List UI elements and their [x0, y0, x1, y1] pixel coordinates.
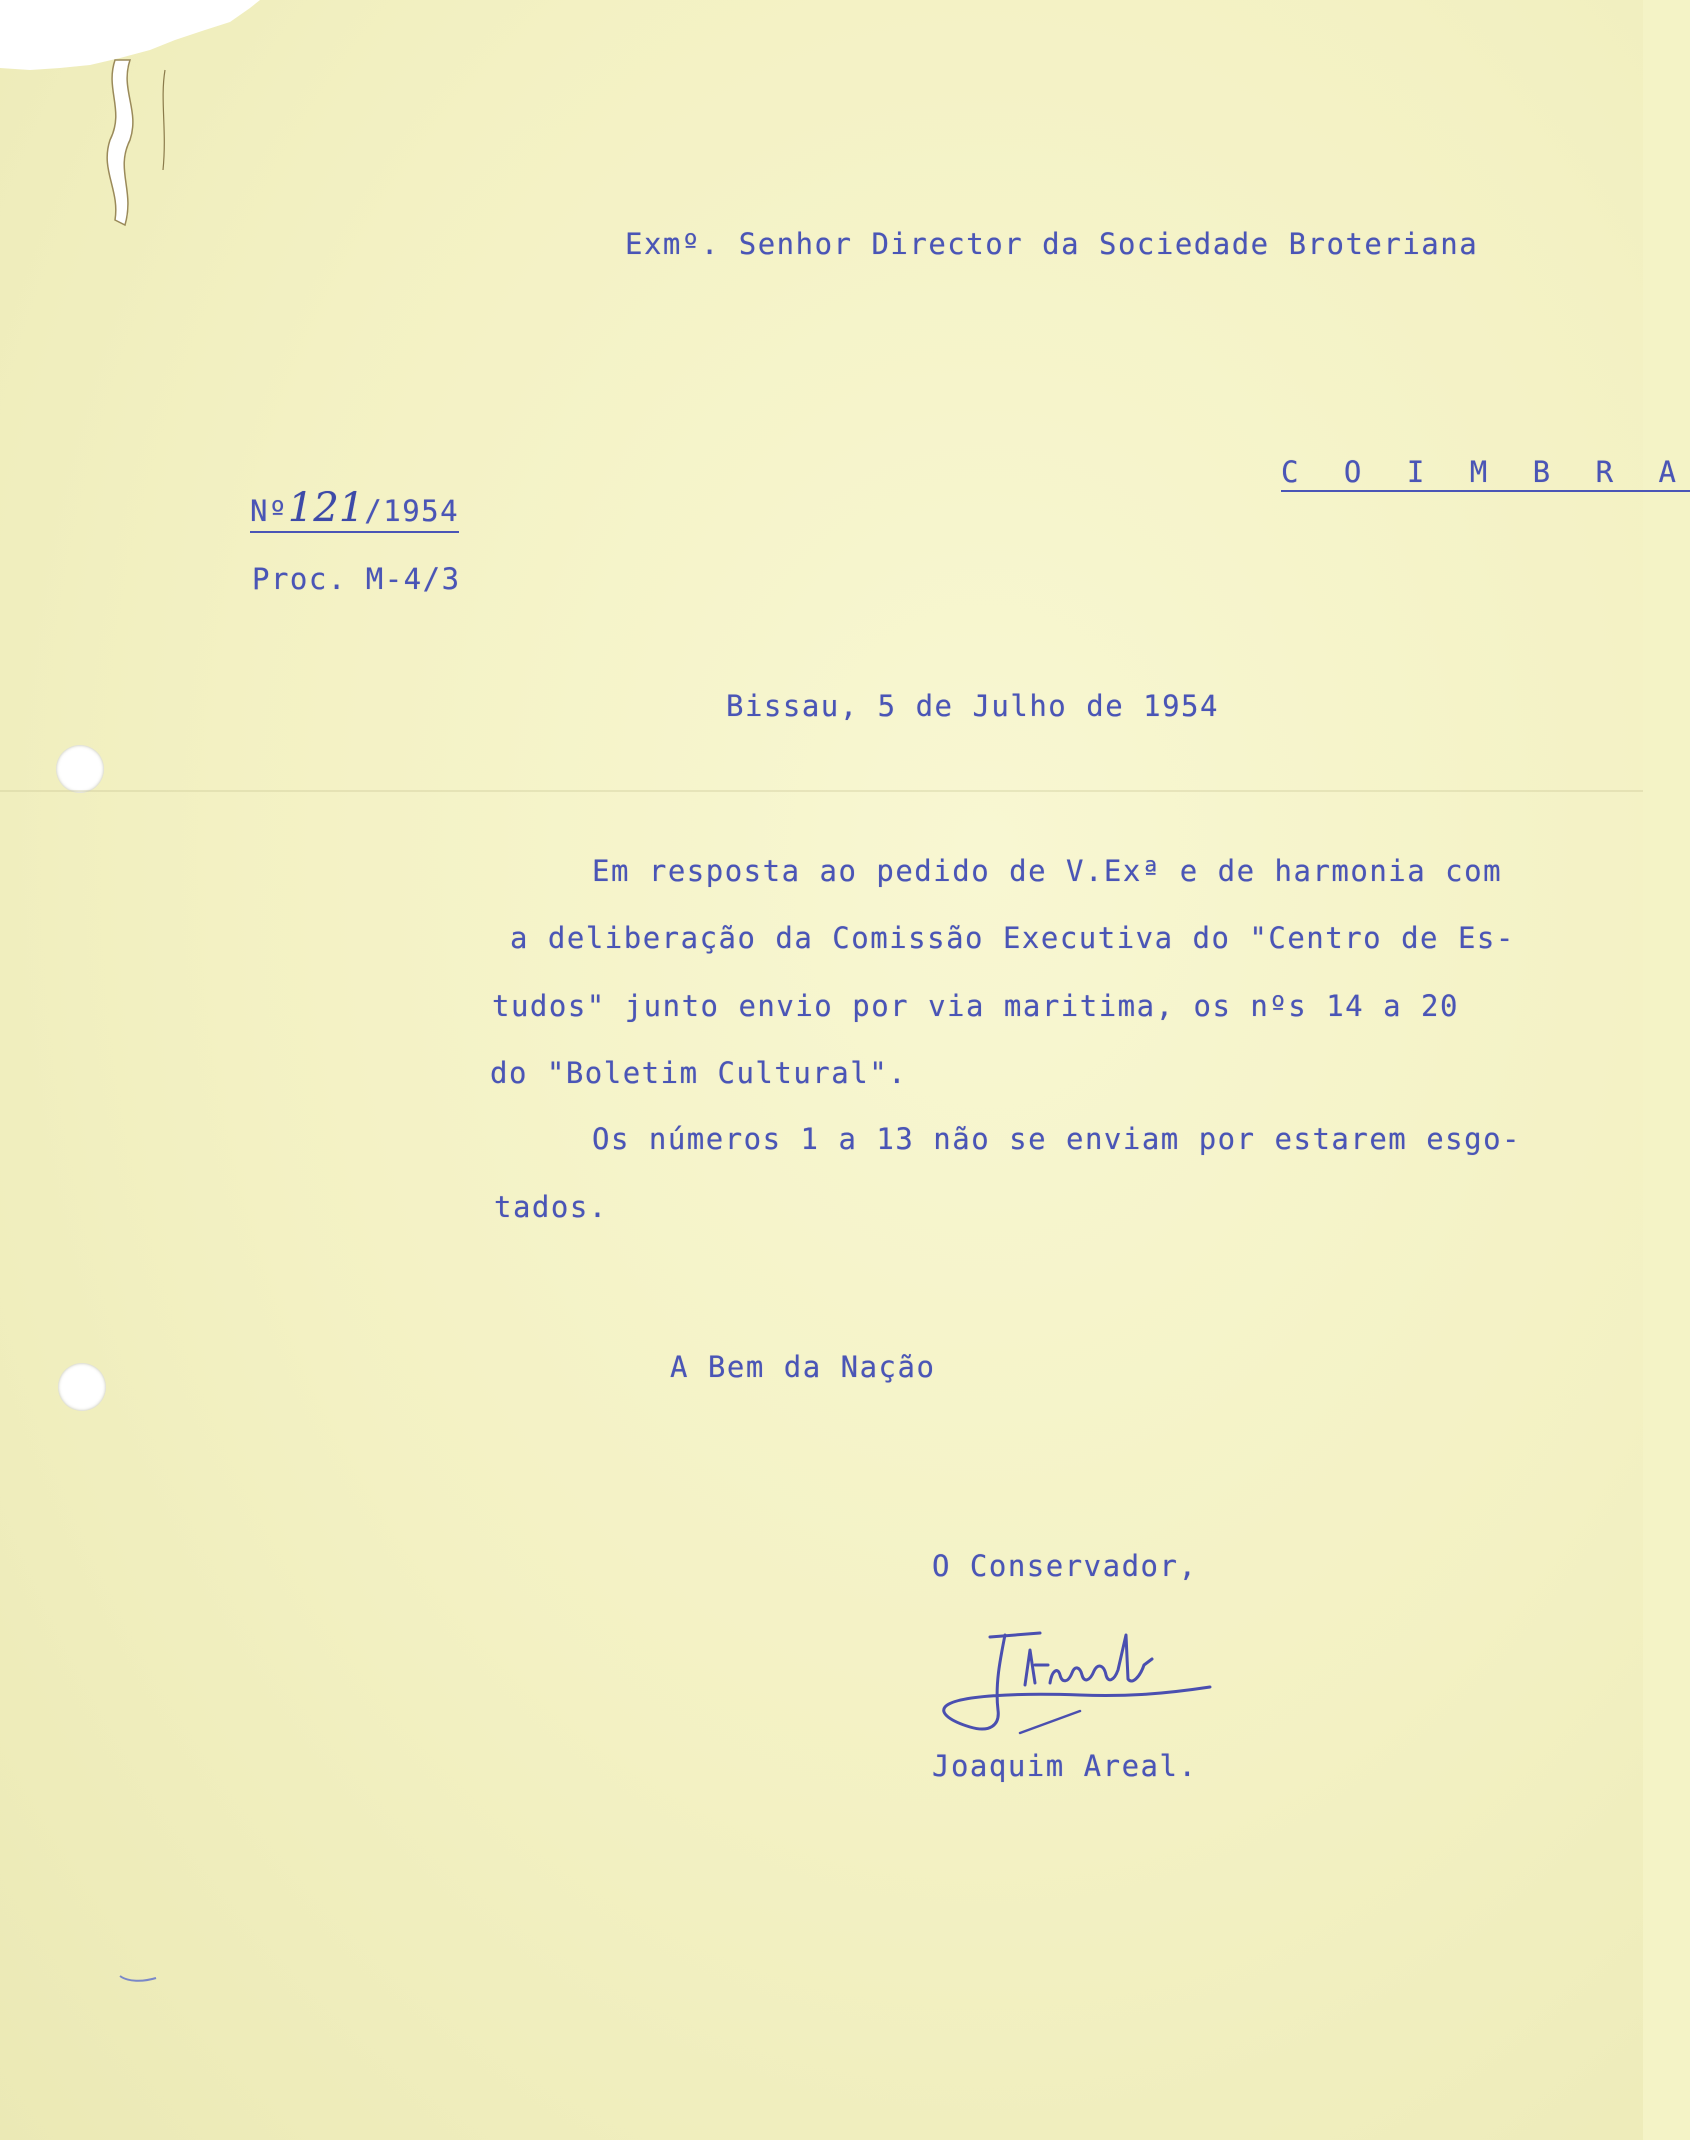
recipient-line: Exmº. Senhor Director da Sociedade Broteriana: [625, 227, 1479, 261]
fold-line: [0, 790, 1643, 792]
reference-year: /1954: [364, 494, 460, 528]
closing-salutation: A Bem da Nação: [670, 1350, 936, 1384]
body-line: tudos" junto envio por via maritima, os nºs 14 a 20: [492, 989, 1459, 1023]
punch-hole-upper: [56, 745, 104, 793]
signer-name: Joaquim Areal.: [932, 1749, 1198, 1783]
tear-mark: [95, 60, 185, 230]
handwritten-signature: [930, 1615, 1230, 1745]
place-date: Bissau, 5 de Julho de 1954: [726, 689, 1219, 723]
body-line: Os números 1 a 13 não se enviam por estarem esgo-: [592, 1122, 1522, 1156]
body-line: a deliberação da Comissão Executiva do "Centro de Es-: [510, 921, 1515, 955]
body-line: do "Boletim Cultural".: [490, 1056, 908, 1090]
body-line: Em resposta ao pedido de V.Exª e de harmonia com: [592, 854, 1503, 888]
body-line: tados.: [494, 1190, 608, 1224]
signer-title: O Conservador,: [932, 1549, 1198, 1583]
ink-mark: [118, 1970, 158, 1986]
reference-handwritten-number: 121: [287, 485, 365, 531]
punch-hole-lower: [58, 1363, 106, 1411]
process-reference: Proc. M-4/3: [252, 562, 461, 596]
recipient-city: C O I M B R A: [1281, 458, 1690, 492]
reference-prefix: Nº: [250, 494, 288, 528]
reference-number: [250, 485, 460, 533]
